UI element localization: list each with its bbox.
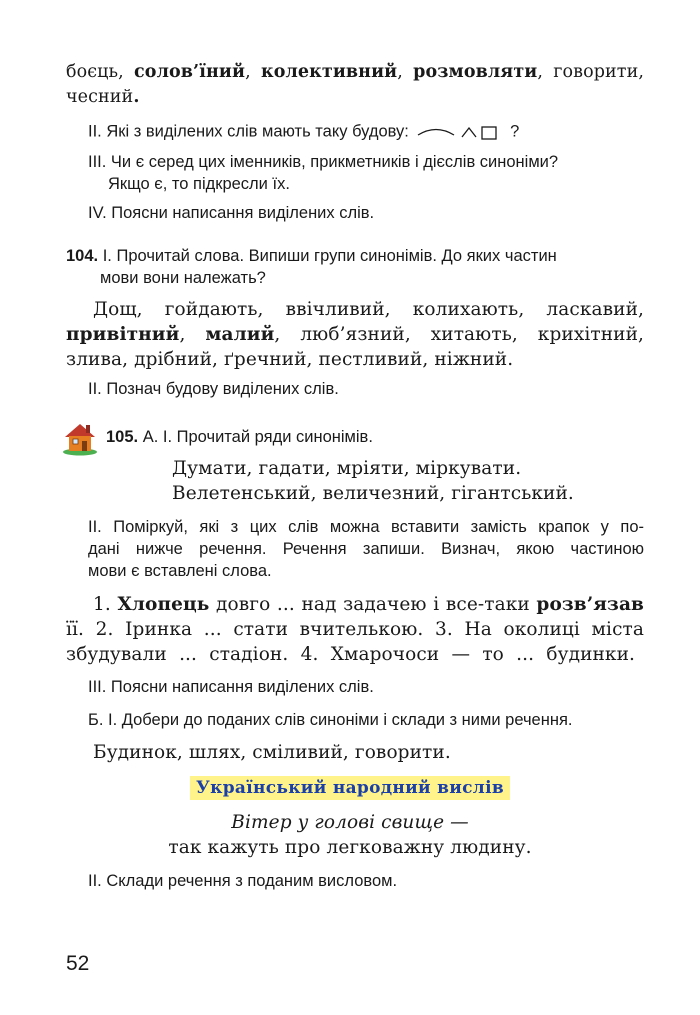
task-105-text-line-1: 1. Хлопець довго ... над задачею і все-таки розв’язав (93, 594, 644, 615)
task-104-words-line-2: привітний, малий, люб’язний, хитають, крихітний, (66, 324, 644, 345)
bold-word: колективний (260, 62, 398, 82)
task-105-b-words: Будинок, шлях, сміливий, говорити. (93, 742, 451, 763)
task-103-iii-line-1: ІІІ. Чи є серед цих іменників, прикметників і дієслів синоніми? (88, 153, 559, 171)
task-105-iii: ІІІ. Поясни написання виділених слів. (88, 678, 374, 696)
task-105-ii-line-2: дані нижче речення. Речення запиши. Визнач, якою частиною (88, 540, 644, 558)
bold-word: розмовляти (413, 62, 538, 82)
word-structure-scheme-icon (414, 122, 506, 142)
task-104-intro-line-1: 104. І. Прочитай слова. Випиши групи синонімів. До яких частин (66, 247, 557, 265)
task-103-iii-line-2: Якщо є, то підкресли їх. (108, 175, 290, 193)
proverb-line-1: Вітер у голові свище — (231, 812, 469, 833)
proverb-line-2: так кажуть про легковажну людину. (168, 837, 532, 858)
house-icon (62, 420, 98, 456)
task-103-iv: IV. Поясни написання виділених слів. (88, 204, 375, 222)
task-number: 104. (66, 247, 99, 265)
task-103-ii: ІІ. Які з виділених слів мають таку будову: ? (88, 122, 520, 141)
task-number: 105. (106, 428, 139, 446)
task-104-intro-line-2: мови вони належать? (100, 269, 266, 287)
task-105-intro: 105. А. І. Прочитай ряди синонімів. (106, 428, 373, 446)
task-105-ii-line-1: ІІ. Поміркуй, які з цих слів можна вставити замість крапок у по- (88, 518, 644, 536)
task-105-text-line-3: збудували ... стадіон. 4. Хмарочоси — то ... будинки. (66, 644, 635, 665)
words-line-1: боєць, солов’їний, колективний, розмовляти, говорити, (66, 62, 645, 82)
bold-word: солов’їний (134, 62, 246, 82)
task-105-text-line-2: її. 2. Іринка ... стати вчителькою. 3. На околиці міста (66, 619, 644, 640)
task-104-ii: ІІ. Познач будову виділених слів. (88, 380, 339, 398)
page-number: 52 (66, 952, 90, 975)
task-105-b: Б. І. Добери до поданих слів синоніми і склади з ними речення. (88, 711, 573, 729)
synonym-row-1: Думати, гадати, мріяти, міркувати. (172, 458, 522, 479)
task-104-words-line-1: Дощ, гойдають, ввічливий, колихають, ласкавий, (93, 299, 644, 320)
proverb-task: ІІ. Склади речення з поданим висловом. (88, 872, 398, 890)
synonym-row-2: Велетенський, величезний, гігантський. (172, 483, 574, 504)
task-105-ii-line-3: мови є вставлені слова. (88, 562, 272, 580)
words-line-2: чесний. (66, 87, 140, 107)
task-104-words-line-3: злива, дрібний, ґречний, пестливий, ніжний. (66, 349, 514, 370)
proverb-heading: Український народний вислів (0, 778, 700, 798)
